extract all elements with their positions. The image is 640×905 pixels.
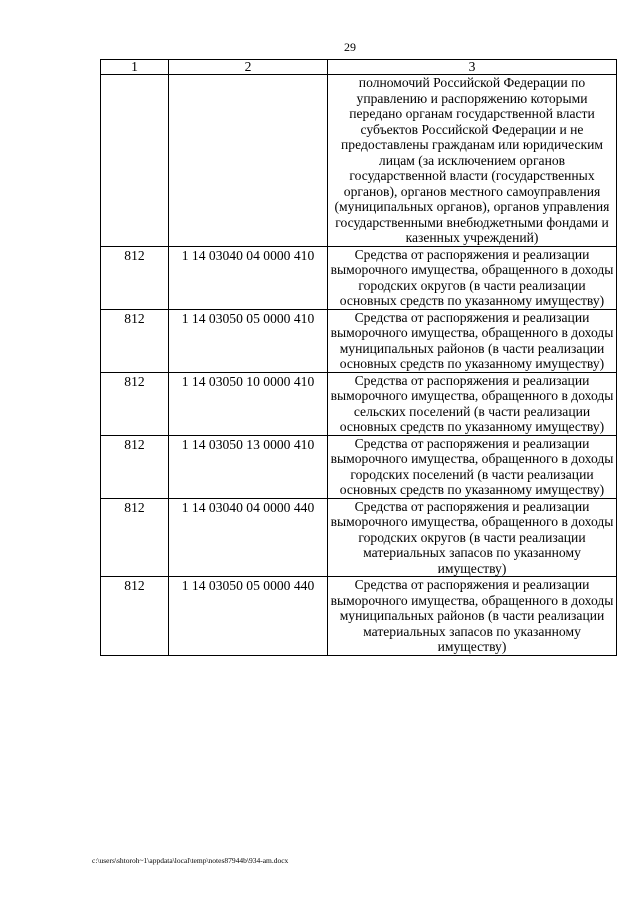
table-row [101, 372, 617, 435]
admin-code-cell: 812 [101, 577, 169, 656]
header-cell-3: 3 [328, 60, 617, 75]
admin-code-cell: 812 [101, 309, 169, 372]
kbk-code-cell: 1 14 03040 04 0000 410 [169, 246, 328, 309]
description-cell: Средства от распоряжения и реализации выморочного имущества, обращенного в доходы городских округов (в части реализации основных средств по указанному имуществу) [328, 246, 617, 309]
admin-code-cell: 812 [101, 435, 169, 498]
admin-code-cell: 812 [101, 246, 169, 309]
kbk-code-cell: 1 14 03040 04 0000 440 [169, 498, 328, 577]
description-cell: Средства от распоряжения и реализации выморочного имущества, обращенного в доходы муниципальных районов (в части реализации материальных запасов по указанному имуществу) [328, 577, 617, 656]
description-cell: Средства от распоряжения и реализации выморочного имущества, обращенного в доходы городских поселений (в части реализации основных средств по указанному имуществу) [328, 435, 617, 498]
table-header-row [101, 60, 617, 75]
description-cell: Средства от распоряжения и реализации выморочного имущества, обращенного в доходы муниципальных районов (в части реализации основных средств по указанному имуществу) [328, 309, 617, 372]
kbk-code-cell: 1 14 03050 05 0000 440 [169, 577, 328, 656]
admin-code-cell: 812 [101, 498, 169, 577]
table-row-continuation [101, 75, 617, 247]
code-cell-empty [101, 75, 169, 247]
kbk-code-cell: 1 14 03050 05 0000 410 [169, 309, 328, 372]
kbk-code-cell: 1 14 03050 10 0000 410 [169, 372, 328, 435]
document-table [100, 59, 617, 656]
kbk-cell-empty [169, 75, 328, 247]
table-row [101, 498, 617, 577]
description-cell-continuation: полномочий Российской Федерации по управлению и распоряжению которыми передано органам государственной власти субъектов Российской Федерации и не предоставлены гражданам или юридическим лицам (за исключением органов государственной власти (государственных органов), органов местного самоуправления (муниципальных органов), органов управления государственными внебюджетными фондами и казенных учреждений) [328, 75, 617, 247]
table-row [101, 309, 617, 372]
header-cell-1: 1 [101, 60, 169, 75]
table-row [101, 577, 617, 656]
table-row [101, 435, 617, 498]
table-row [101, 246, 617, 309]
kbk-code-cell: 1 14 03050 13 0000 410 [169, 435, 328, 498]
description-cell: Средства от распоряжения и реализации выморочного имущества, обращенного в доходы городских округов (в части реализации материальных запасов по указанному имуществу) [328, 498, 617, 577]
admin-code-cell: 812 [101, 372, 169, 435]
page-number: 29 [344, 40, 356, 54]
footer-file-path: c:\users\shtoroh~1\appdata\local\temp\notes87944b\934-am.docx [92, 856, 289, 865]
description-cell: Средства от распоряжения и реализации выморочного имущества, обращенного в доходы сельских поселений (в части реализации основных средств по указанному имуществу) [328, 372, 617, 435]
header-cell-2: 2 [169, 60, 328, 75]
